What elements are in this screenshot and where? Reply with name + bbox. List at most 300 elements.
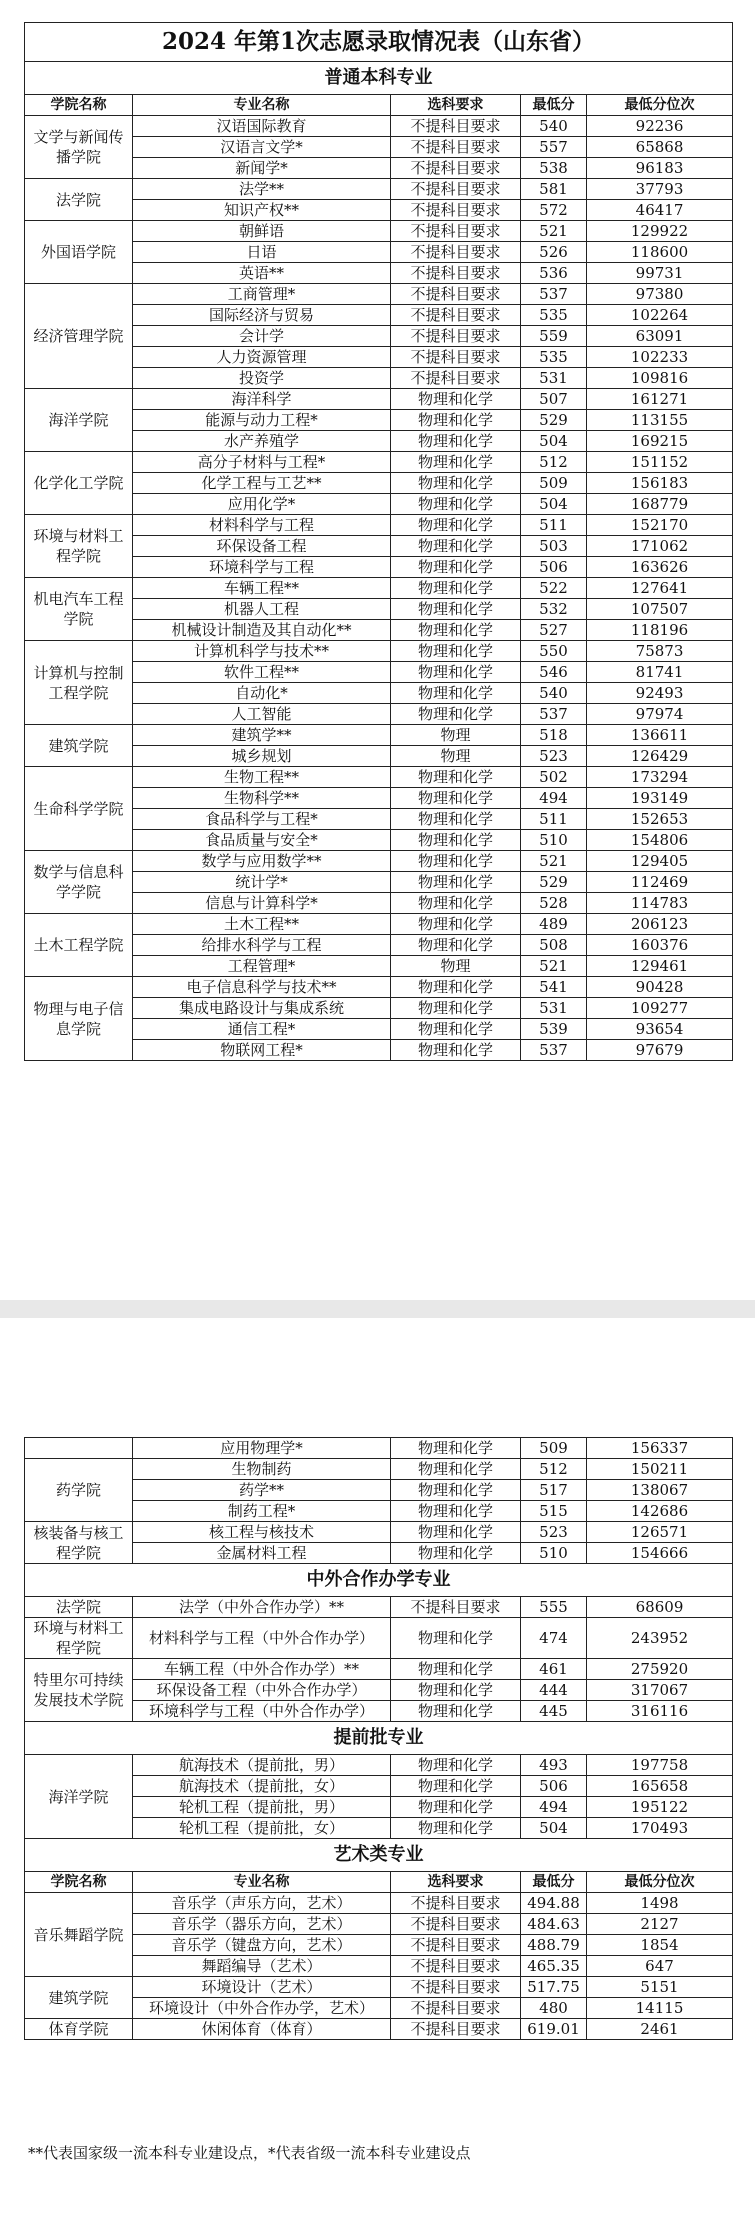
college-cell: 药学院 <box>25 1459 133 1522</box>
min-rank-cell: 168779 <box>587 494 733 515</box>
requirement-cell: 物理和化学 <box>391 830 521 851</box>
requirement-cell: 物理和化学 <box>391 704 521 725</box>
min-rank-cell: 102264 <box>587 305 733 326</box>
min-rank-cell: 275920 <box>587 1659 733 1680</box>
min-rank-cell: 152653 <box>587 809 733 830</box>
requirement-cell: 物理和化学 <box>391 1659 521 1680</box>
major-cell: 车辆工程（中外合作办学）** <box>133 1659 391 1680</box>
college-cell: 物理与电子信息学院 <box>25 977 133 1061</box>
major-cell: 日语 <box>133 242 391 263</box>
min-score-cell: 506 <box>521 557 587 578</box>
min-score-cell: 509 <box>521 473 587 494</box>
college-cell: 建筑学院 <box>25 725 133 767</box>
header-min-score: 最低分 <box>521 95 587 116</box>
major-cell: 工程管理* <box>133 956 391 977</box>
min-score-cell: 444 <box>521 1680 587 1701</box>
min-score-cell: 518 <box>521 725 587 746</box>
requirement-cell: 不提科目要求 <box>391 116 521 137</box>
header-row <box>25 95 733 116</box>
requirement-cell: 物理和化学 <box>391 431 521 452</box>
min-score-cell: 521 <box>521 221 587 242</box>
min-score-cell: 559 <box>521 326 587 347</box>
min-rank-cell: 97380 <box>587 284 733 305</box>
major-cell: 环境科学与工程 <box>133 557 391 578</box>
major-cell: 环境设计（艺术） <box>133 1977 391 1998</box>
major-cell: 食品科学与工程* <box>133 809 391 830</box>
major-cell: 信息与计算科学* <box>133 893 391 914</box>
college-cell: 建筑学院 <box>25 1977 133 2019</box>
college-cell: 环境与材料工程学院 <box>25 1618 133 1659</box>
min-rank-cell: 150211 <box>587 1459 733 1480</box>
min-score-cell: 510 <box>521 1543 587 1564</box>
table-row <box>25 452 733 473</box>
college-cell: 土木工程学院 <box>25 914 133 977</box>
min-rank-cell: 206123 <box>587 914 733 935</box>
min-rank-cell: 129922 <box>587 221 733 242</box>
min-rank-cell: 75873 <box>587 641 733 662</box>
major-cell: 材料科学与工程（中外合作办学） <box>133 1618 391 1659</box>
min-score-cell: 532 <box>521 599 587 620</box>
min-rank-cell: 160376 <box>587 935 733 956</box>
section-title-early: 提前批专业 <box>25 1722 733 1755</box>
requirement-cell: 物理和化学 <box>391 935 521 956</box>
requirement-cell: 不提科目要求 <box>391 368 521 389</box>
major-cell: 软件工程** <box>133 662 391 683</box>
requirement-cell: 不提科目要求 <box>391 1956 521 1977</box>
requirement-cell: 不提科目要求 <box>391 158 521 179</box>
major-cell: 投资学 <box>133 368 391 389</box>
min-score-cell: 619.01 <box>521 2019 587 2040</box>
min-rank-cell: 197758 <box>587 1755 733 1776</box>
major-cell: 会计学 <box>133 326 391 347</box>
college-cell: 音乐舞蹈学院 <box>25 1893 133 1977</box>
requirement-cell: 物理和化学 <box>391 1797 521 1818</box>
requirement-cell: 物理和化学 <box>391 683 521 704</box>
min-rank-cell: 90428 <box>587 977 733 998</box>
min-rank-cell: 112469 <box>587 872 733 893</box>
table-row <box>25 1459 733 1480</box>
page-gap <box>0 1300 755 1318</box>
min-rank-cell: 97974 <box>587 704 733 725</box>
min-score-cell: 555 <box>521 1597 587 1618</box>
major-cell: 应用化学* <box>133 494 391 515</box>
table-row <box>25 914 733 935</box>
requirement-cell: 物理和化学 <box>391 473 521 494</box>
header-min-rank: 最低分位次 <box>587 1872 733 1893</box>
college-cell: 机电汽车工程学院 <box>25 578 133 641</box>
requirement-cell: 物理和化学 <box>391 1438 521 1459</box>
major-cell: 车辆工程** <box>133 578 391 599</box>
major-cell: 工商管理* <box>133 284 391 305</box>
major-cell: 人工智能 <box>133 704 391 725</box>
major-cell: 化学工程与工艺** <box>133 473 391 494</box>
requirement-cell: 物理和化学 <box>391 1459 521 1480</box>
major-cell: 环保设备工程 <box>133 536 391 557</box>
header-college: 学院名称 <box>25 95 133 116</box>
requirement-cell: 物理 <box>391 746 521 767</box>
min-rank-cell: 81741 <box>587 662 733 683</box>
min-rank-cell: 136611 <box>587 725 733 746</box>
requirement-cell: 物理和化学 <box>391 1776 521 1797</box>
min-score-cell: 535 <box>521 305 587 326</box>
major-cell: 环境科学与工程（中外合作办学） <box>133 1701 391 1722</box>
major-cell: 知识产权** <box>133 200 391 221</box>
min-score-cell: 503 <box>521 536 587 557</box>
table-row <box>25 179 733 200</box>
admission-table-page2 <box>24 1437 732 2040</box>
major-cell: 汉语言文学* <box>133 137 391 158</box>
requirement-cell: 物理 <box>391 725 521 746</box>
major-cell: 自动化* <box>133 683 391 704</box>
major-cell: 集成电路设计与集成系统 <box>133 998 391 1019</box>
min-score-cell: 523 <box>521 746 587 767</box>
section-title-coop-row <box>25 1564 733 1597</box>
min-score-cell: 461 <box>521 1659 587 1680</box>
requirement-cell: 不提科目要求 <box>391 263 521 284</box>
table-row <box>25 725 733 746</box>
min-score-cell: 521 <box>521 851 587 872</box>
section-title-regular: 普通本科专业 <box>25 62 733 95</box>
min-rank-cell: 126429 <box>587 746 733 767</box>
min-rank-cell: 109816 <box>587 368 733 389</box>
major-cell: 核工程与核技术 <box>133 1522 391 1543</box>
table-row <box>25 1522 733 1543</box>
college-cell: 数学与信息科学学院 <box>25 851 133 914</box>
requirement-cell: 物理和化学 <box>391 1040 521 1061</box>
requirement-cell: 物理和化学 <box>391 1543 521 1564</box>
requirement-cell: 物理和化学 <box>391 536 521 557</box>
requirement-cell: 不提科目要求 <box>391 137 521 158</box>
major-cell: 建筑学** <box>133 725 391 746</box>
min-score-cell: 537 <box>521 284 587 305</box>
major-cell: 食品质量与安全* <box>133 830 391 851</box>
table-row <box>25 851 733 872</box>
min-score-cell: 517 <box>521 1480 587 1501</box>
college-cell: 计算机与控制工程学院 <box>25 641 133 725</box>
min-rank-cell: 126571 <box>587 1522 733 1543</box>
requirement-cell: 物理和化学 <box>391 914 521 935</box>
min-score-cell: 508 <box>521 935 587 956</box>
min-rank-cell: 46417 <box>587 200 733 221</box>
major-cell: 航海技术（提前批，男） <box>133 1755 391 1776</box>
min-rank-cell: 156337 <box>587 1438 733 1459</box>
requirement-cell: 物理和化学 <box>391 1680 521 1701</box>
requirement-cell: 不提科目要求 <box>391 1597 521 1618</box>
min-rank-cell: 1498 <box>587 1893 733 1914</box>
table-row <box>25 977 733 998</box>
college-cell: 环境与材料工程学院 <box>25 515 133 578</box>
header-min-rank: 最低分位次 <box>587 95 733 116</box>
section-title-art-row <box>25 1839 733 1872</box>
college-cell: 海洋学院 <box>25 1755 133 1839</box>
min-rank-cell: 92236 <box>587 116 733 137</box>
college-cell: 生命科学学院 <box>25 767 133 851</box>
min-score-cell: 557 <box>521 137 587 158</box>
section-title-coop: 中外合作办学专业 <box>25 1564 733 1597</box>
min-rank-cell: 154806 <box>587 830 733 851</box>
min-score-cell: 502 <box>521 767 587 788</box>
requirement-cell: 物理和化学 <box>391 1501 521 1522</box>
min-rank-cell: 114783 <box>587 893 733 914</box>
min-rank-cell: 169215 <box>587 431 733 452</box>
major-cell: 生物科学** <box>133 788 391 809</box>
requirement-cell: 物理和化学 <box>391 641 521 662</box>
min-rank-cell: 96183 <box>587 158 733 179</box>
requirement-cell: 物理和化学 <box>391 851 521 872</box>
major-cell: 机器人工程 <box>133 599 391 620</box>
page-title: 2024 年第1次志愿录取情况表（山东省） <box>25 23 733 62</box>
requirement-cell: 物理 <box>391 956 521 977</box>
major-cell: 城乡规划 <box>133 746 391 767</box>
major-cell: 电子信息科学与技术** <box>133 977 391 998</box>
major-cell: 机械设计制造及其自动化** <box>133 620 391 641</box>
min-score-cell: 523 <box>521 1522 587 1543</box>
requirement-cell: 物理和化学 <box>391 977 521 998</box>
min-rank-cell: 118196 <box>587 620 733 641</box>
table-row <box>25 1438 733 1459</box>
requirement-cell: 不提科目要求 <box>391 1935 521 1956</box>
requirement-cell: 物理和化学 <box>391 1480 521 1501</box>
major-cell: 海洋科学 <box>133 389 391 410</box>
requirement-cell: 不提科目要求 <box>391 1893 521 1914</box>
requirement-cell: 不提科目要求 <box>391 326 521 347</box>
footnote: **代表国家级一流本科专业建设点，*代表省级一流本科专业建设点 <box>28 2144 471 2162</box>
requirement-cell: 物理和化学 <box>391 578 521 599</box>
requirement-cell: 不提科目要求 <box>391 242 521 263</box>
header-college: 学院名称 <box>25 1872 133 1893</box>
header-major: 专业名称 <box>133 1872 391 1893</box>
requirement-cell: 不提科目要求 <box>391 221 521 242</box>
min-score-cell: 537 <box>521 704 587 725</box>
min-rank-cell: 142686 <box>587 1501 733 1522</box>
major-cell: 国际经济与贸易 <box>133 305 391 326</box>
college-cell: 化学化工学院 <box>25 452 133 515</box>
min-score-cell: 550 <box>521 641 587 662</box>
major-cell: 音乐学（键盘方向，艺术） <box>133 1935 391 1956</box>
min-rank-cell: 2127 <box>587 1914 733 1935</box>
major-cell: 数学与应用数学** <box>133 851 391 872</box>
admission-table-page1 <box>24 22 732 1061</box>
section-title-early-row <box>25 1722 733 1755</box>
min-rank-cell: 173294 <box>587 767 733 788</box>
requirement-cell: 不提科目要求 <box>391 179 521 200</box>
table-row <box>25 1755 733 1776</box>
header-row <box>25 1872 733 1893</box>
min-rank-cell: 14115 <box>587 1998 733 2019</box>
min-score-cell: 480 <box>521 1998 587 2019</box>
requirement-cell: 物理和化学 <box>391 1701 521 1722</box>
min-score-cell: 511 <box>521 809 587 830</box>
min-rank-cell: 316116 <box>587 1701 733 1722</box>
min-rank-cell: 118600 <box>587 242 733 263</box>
major-cell: 物联网工程* <box>133 1040 391 1061</box>
requirement-cell: 物理和化学 <box>391 557 521 578</box>
requirement-cell: 不提科目要求 <box>391 347 521 368</box>
table-row <box>25 578 733 599</box>
min-score-cell: 527 <box>521 620 587 641</box>
major-cell: 生物工程** <box>133 767 391 788</box>
min-rank-cell: 152170 <box>587 515 733 536</box>
requirement-cell: 物理和化学 <box>391 872 521 893</box>
table-row <box>25 1597 733 1618</box>
min-rank-cell: 99731 <box>587 263 733 284</box>
major-cell: 人力资源管理 <box>133 347 391 368</box>
requirement-cell: 物理和化学 <box>391 788 521 809</box>
min-rank-cell: 170493 <box>587 1818 733 1839</box>
major-cell: 轮机工程（提前批，女） <box>133 1818 391 1839</box>
min-score-cell: 537 <box>521 1040 587 1061</box>
major-cell: 舞蹈编导（艺术） <box>133 1956 391 1977</box>
min-rank-cell: 156183 <box>587 473 733 494</box>
table-row <box>25 1618 733 1659</box>
requirement-cell: 物理和化学 <box>391 998 521 1019</box>
major-cell: 材料科学与工程 <box>133 515 391 536</box>
min-rank-cell: 127641 <box>587 578 733 599</box>
requirement-cell: 物理和化学 <box>391 452 521 473</box>
min-rank-cell: 195122 <box>587 1797 733 1818</box>
min-score-cell: 504 <box>521 1818 587 1839</box>
major-cell: 高分子材料与工程* <box>133 452 391 473</box>
requirement-cell: 物理和化学 <box>391 1019 521 1040</box>
section-title-art: 艺术类专业 <box>25 1839 733 1872</box>
table-row <box>25 284 733 305</box>
major-cell: 通信工程* <box>133 1019 391 1040</box>
min-score-cell: 504 <box>521 431 587 452</box>
min-score-cell: 484.63 <box>521 1914 587 1935</box>
min-rank-cell: 171062 <box>587 536 733 557</box>
min-score-cell: 506 <box>521 1776 587 1797</box>
min-score-cell: 494 <box>521 1797 587 1818</box>
min-score-cell: 522 <box>521 578 587 599</box>
min-rank-cell: 138067 <box>587 1480 733 1501</box>
min-rank-cell: 68609 <box>587 1597 733 1618</box>
table-row <box>25 1893 733 1914</box>
min-rank-cell: 102233 <box>587 347 733 368</box>
min-rank-cell: 113155 <box>587 410 733 431</box>
major-cell: 能源与动力工程* <box>133 410 391 431</box>
min-rank-cell: 647 <box>587 1956 733 1977</box>
college-cell <box>25 1438 133 1459</box>
college-cell: 法学院 <box>25 1597 133 1618</box>
min-rank-cell: 243952 <box>587 1618 733 1659</box>
requirement-cell: 不提科目要求 <box>391 1914 521 1935</box>
table-row <box>25 515 733 536</box>
table-row <box>25 221 733 242</box>
requirement-cell: 不提科目要求 <box>391 284 521 305</box>
min-rank-cell: 93654 <box>587 1019 733 1040</box>
min-rank-cell: 107507 <box>587 599 733 620</box>
major-cell: 新闻学* <box>133 158 391 179</box>
major-cell: 计算机科学与技术** <box>133 641 391 662</box>
requirement-cell: 物理和化学 <box>391 515 521 536</box>
table-row <box>25 1659 733 1680</box>
min-score-cell: 581 <box>521 179 587 200</box>
min-score-cell: 515 <box>521 1501 587 1522</box>
major-cell: 环境设计（中外合作办学，艺术） <box>133 1998 391 2019</box>
min-score-cell: 512 <box>521 452 587 473</box>
min-rank-cell: 161271 <box>587 389 733 410</box>
major-cell: 航海技术（提前批，女） <box>133 1776 391 1797</box>
min-score-cell: 504 <box>521 494 587 515</box>
min-score-cell: 489 <box>521 914 587 935</box>
min-score-cell: 540 <box>521 116 587 137</box>
min-score-cell: 445 <box>521 1701 587 1722</box>
min-rank-cell: 1854 <box>587 1935 733 1956</box>
requirement-cell: 物理和化学 <box>391 893 521 914</box>
requirement-cell: 不提科目要求 <box>391 2019 521 2040</box>
major-cell: 统计学* <box>133 872 391 893</box>
min-score-cell: 529 <box>521 872 587 893</box>
requirement-cell: 物理和化学 <box>391 1618 521 1659</box>
min-rank-cell: 151152 <box>587 452 733 473</box>
major-cell: 金属材料工程 <box>133 1543 391 1564</box>
requirement-cell: 物理和化学 <box>391 620 521 641</box>
requirement-cell: 物理和化学 <box>391 599 521 620</box>
major-cell: 英语** <box>133 263 391 284</box>
major-cell: 汉语国际教育 <box>133 116 391 137</box>
min-score-cell: 517.75 <box>521 1977 587 1998</box>
min-rank-cell: 63091 <box>587 326 733 347</box>
header-requirement: 选科要求 <box>391 1872 521 1893</box>
min-rank-cell: 65868 <box>587 137 733 158</box>
requirement-cell: 物理和化学 <box>391 809 521 830</box>
college-cell: 核装备与核工程学院 <box>25 1522 133 1564</box>
college-cell: 体育学院 <box>25 2019 133 2040</box>
table-row <box>25 2019 733 2040</box>
min-score-cell: 531 <box>521 998 587 1019</box>
min-score-cell: 488.79 <box>521 1935 587 1956</box>
min-score-cell: 536 <box>521 263 587 284</box>
major-cell: 生物制药 <box>133 1459 391 1480</box>
requirement-cell: 不提科目要求 <box>391 305 521 326</box>
requirement-cell: 不提科目要求 <box>391 1998 521 2019</box>
requirement-cell: 物理和化学 <box>391 1755 521 1776</box>
min-rank-cell: 2461 <box>587 2019 733 2040</box>
min-score-cell: 494 <box>521 788 587 809</box>
major-cell: 朝鲜语 <box>133 221 391 242</box>
table-row <box>25 641 733 662</box>
major-cell: 轮机工程（提前批，男） <box>133 1797 391 1818</box>
min-score-cell: 494.88 <box>521 1893 587 1914</box>
major-cell: 法学** <box>133 179 391 200</box>
min-rank-cell: 165658 <box>587 1776 733 1797</box>
header-min-score: 最低分 <box>521 1872 587 1893</box>
min-score-cell: 474 <box>521 1618 587 1659</box>
min-rank-cell: 5151 <box>587 1977 733 1998</box>
requirement-cell: 不提科目要求 <box>391 1977 521 1998</box>
min-score-cell: 510 <box>521 830 587 851</box>
college-cell: 法学院 <box>25 179 133 221</box>
requirement-cell: 物理和化学 <box>391 1818 521 1839</box>
table-row <box>25 1977 733 1998</box>
min-score-cell: 493 <box>521 1755 587 1776</box>
major-cell: 法学（中外合作办学）** <box>133 1597 391 1618</box>
table-row <box>25 767 733 788</box>
min-score-cell: 572 <box>521 200 587 221</box>
min-score-cell: 529 <box>521 410 587 431</box>
min-rank-cell: 129405 <box>587 851 733 872</box>
college-cell: 外国语学院 <box>25 221 133 284</box>
major-cell: 水产养殖学 <box>133 431 391 452</box>
min-rank-cell: 193149 <box>587 788 733 809</box>
min-rank-cell: 37793 <box>587 179 733 200</box>
header-requirement: 选科要求 <box>391 95 521 116</box>
min-score-cell: 509 <box>521 1438 587 1459</box>
min-score-cell: 531 <box>521 368 587 389</box>
table-row <box>25 116 733 137</box>
min-score-cell: 511 <box>521 515 587 536</box>
major-cell: 音乐学（器乐方向，艺术） <box>133 1914 391 1935</box>
